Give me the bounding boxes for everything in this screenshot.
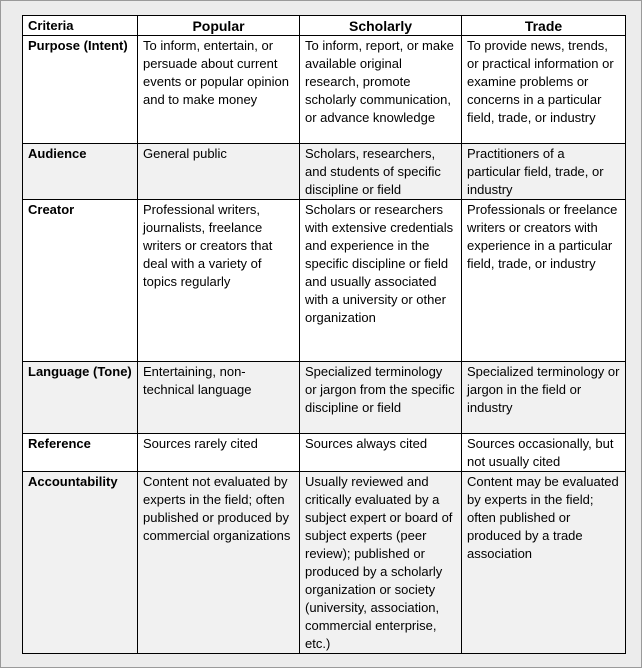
cell-reference-popular: Sources rarely cited — [138, 434, 300, 472]
cell-accountability-scholarly: Usually reviewed and critically evaluated by a subject expert or board of subject experts (peer review); published or produced by a scholarly organization or society (university, association, commercial enterprise, etc.) — [300, 472, 462, 654]
table-row-reference — [23, 434, 626, 472]
row-label-language: Language (Tone) — [23, 362, 138, 434]
cell-creator-trade: Professionals or freelance writers or creators with experience in a particular field, trade, or industry — [462, 200, 626, 362]
row-label-accountability: Accountability — [23, 472, 138, 654]
cell-language-popular: Entertaining, non-technical language — [138, 362, 300, 434]
row-label-purpose: Purpose (Intent) — [23, 36, 138, 144]
cell-reference-trade: Sources occasionally, but not usually cited — [462, 434, 626, 472]
cell-language-scholarly: Specialized terminology or jargon from the specific discipline or field — [300, 362, 462, 434]
table-row-language — [23, 362, 626, 434]
cell-reference-scholarly: Sources always cited — [300, 434, 462, 472]
cell-creator-popular: Professional writers, journalists, freelance writers or creators that deal with a variety of topics regularly — [138, 200, 300, 362]
cell-audience-scholarly: Scholars, researchers, and students of specific discipline or field — [300, 144, 462, 200]
cell-audience-trade: Practitioners of a particular field, trade, or industry — [462, 144, 626, 200]
comparison-table — [22, 15, 626, 654]
table-row-creator — [23, 200, 626, 362]
header-criteria: Criteria — [23, 16, 138, 36]
cell-purpose-scholarly: To inform, report, or make available original research, promote scholarly communication, or advance knowledge — [300, 36, 462, 144]
table-row-purpose — [23, 36, 626, 144]
cell-purpose-trade: To provide news, trends, or practical information or examine problems or concerns in a particular field, trade, or industry — [462, 36, 626, 144]
header-popular: Popular — [138, 16, 300, 36]
cell-language-trade: Specialized terminology or jargon in the field or industry — [462, 362, 626, 434]
cell-creator-scholarly: Scholars or researchers with extensive credentials and experience in the specific discipline or field and usually associated with a university or other organization — [300, 200, 462, 362]
header-trade: Trade — [462, 16, 626, 36]
table-row-accountability — [23, 472, 626, 654]
cell-purpose-popular: To inform, entertain, or persuade about current events or popular opinion and to make money — [138, 36, 300, 144]
header-scholarly: Scholarly — [300, 16, 462, 36]
row-label-audience: Audience — [23, 144, 138, 200]
cell-audience-popular: General public — [138, 144, 300, 200]
table-row-audience — [23, 144, 626, 200]
row-label-creator: Creator — [23, 200, 138, 362]
cell-accountability-trade: Content may be evaluated by experts in the field; often published or produced by a trade association — [462, 472, 626, 654]
cell-accountability-popular: Content not evaluated by experts in the field; often published or produced by commercial organizations — [138, 472, 300, 654]
row-label-reference: Reference — [23, 434, 138, 472]
header-row — [23, 16, 626, 36]
